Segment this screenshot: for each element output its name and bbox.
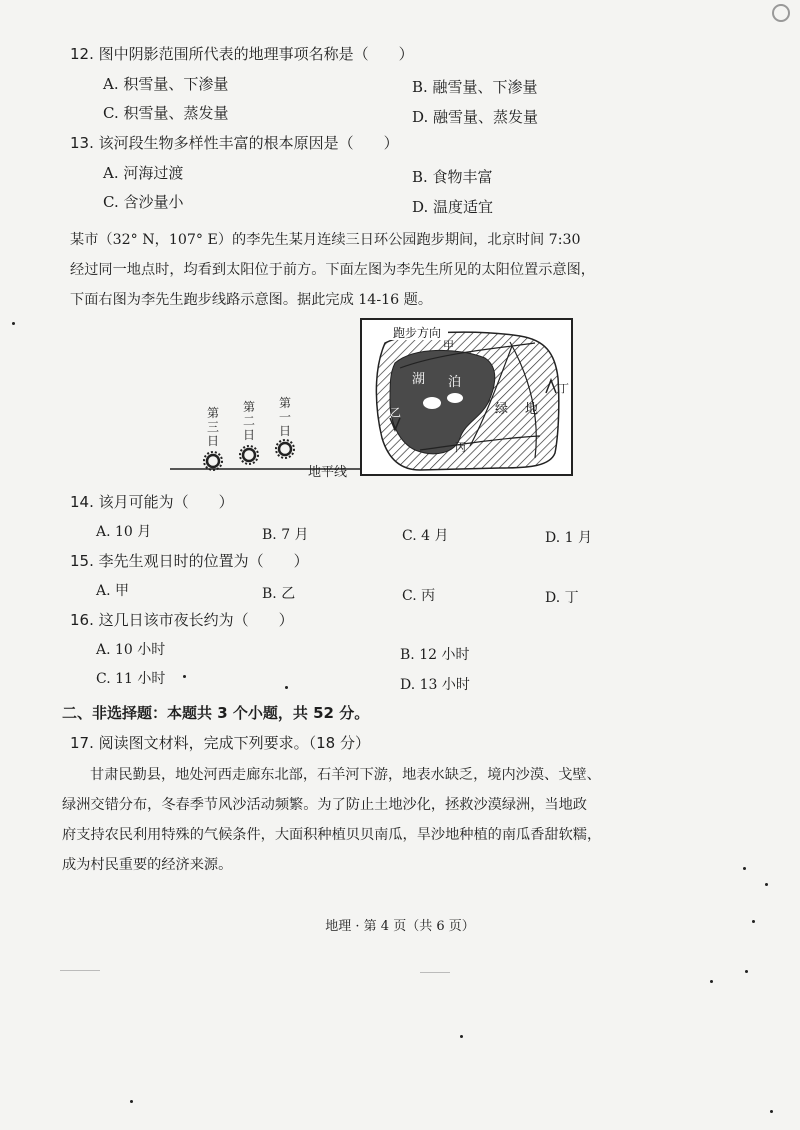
q16-option-c: C. 11 小时 bbox=[96, 671, 166, 687]
scan-speck bbox=[745, 970, 748, 973]
scan-speck bbox=[285, 686, 288, 689]
intro-line-2: 经过同一地点时，均看到太阳位于前方。下面左图为李先生所见的太阳位置示意图， bbox=[70, 262, 595, 278]
run-direction-label: 跑步方向 bbox=[393, 326, 442, 340]
svg-text:二: 二 bbox=[242, 414, 256, 428]
q13-option-a: A. 河海过渡 bbox=[103, 164, 184, 182]
lake-label-1: 湖 bbox=[412, 372, 426, 387]
intro-line-1: 某市（32° N，107° E）的李先生某月连续三日环公园跑步期间，北京时间 7:30 bbox=[70, 232, 581, 248]
q12-option-a: A. 积雪量、下渗量 bbox=[103, 75, 229, 93]
route-map-svg bbox=[360, 318, 575, 478]
q14-option-d: D. 1 月 bbox=[545, 530, 592, 546]
q14-option-b: B. 7 月 bbox=[262, 527, 309, 543]
point-ding: 丁 bbox=[558, 382, 569, 395]
sun-icon-day2 bbox=[243, 449, 255, 461]
scan-line bbox=[60, 970, 100, 971]
section-2-heading: 二、非选择题：本题共 3 个小题，共 52 分。 bbox=[62, 704, 370, 722]
day-label-2-a: 第 bbox=[242, 400, 256, 414]
sun-icon-day3 bbox=[207, 455, 219, 467]
day-label-1-a: 第 bbox=[278, 396, 292, 410]
greenland-label-2: 地 bbox=[525, 402, 539, 417]
scan-speck bbox=[770, 1110, 773, 1113]
q16-stem: 16. 这几日该市夜长约为（ ） bbox=[70, 611, 294, 629]
scan-speck bbox=[12, 322, 15, 325]
q14-option-a: A. 10 月 bbox=[96, 524, 152, 540]
q13-option-b: B. 食物丰富 bbox=[412, 168, 493, 186]
svg-text:日: 日 bbox=[242, 428, 256, 442]
q12-stem: 12. 图中阴影范围所代表的地理事项名称是（ ） bbox=[70, 45, 414, 63]
q14-stem: 14. 该月可能为（ ） bbox=[70, 493, 234, 511]
q16-option-a: A. 10 小时 bbox=[96, 642, 166, 658]
horizon-label: 地平线 bbox=[308, 465, 348, 480]
q13-option-d: D. 温度适宜 bbox=[412, 198, 494, 216]
page-footer: 地理 · 第 4 页（共 6 页） bbox=[325, 919, 475, 934]
route-map-figure bbox=[360, 318, 575, 478]
q15-option-a: A. 甲 bbox=[96, 583, 130, 599]
q16-option-b: B. 12 小时 bbox=[400, 647, 470, 663]
q17-para-line-3: 府支持农民利用特殊的气候条件，大面积种植贝贝南瓜，旱沙地种植的南瓜香甜软糯， bbox=[62, 827, 602, 843]
svg-text:日: 日 bbox=[206, 434, 220, 448]
q15-option-b: B. 乙 bbox=[262, 586, 296, 602]
svg-text:日: 日 bbox=[278, 424, 292, 438]
scan-speck bbox=[765, 883, 768, 886]
scan-speck bbox=[743, 867, 746, 870]
scan-speck bbox=[183, 675, 186, 678]
day-label-3-a: 第 bbox=[206, 406, 220, 420]
q15-option-c: C. 丙 bbox=[402, 588, 436, 604]
scan-speck bbox=[752, 920, 755, 923]
q13-option-c: C. 含沙量小 bbox=[103, 193, 184, 211]
q17-para-line-1: 甘肃民勤县，地处河西走廊东北部，石羊河下游，地表水缺乏，境内沙漠、戈壁、 bbox=[90, 767, 601, 783]
q15-stem: 15. 李先生观日时的位置为（ ） bbox=[70, 552, 309, 570]
svg-text:三: 三 bbox=[206, 420, 220, 434]
sun-icon-day1 bbox=[279, 443, 291, 455]
q17-para-line-2: 绿洲交错分布，冬春季节风沙活动频繁。为了防止土地沙化，拯救沙漠绿洲，当地政 bbox=[62, 797, 587, 813]
q12-option-c: C. 积雪量、蒸发量 bbox=[103, 104, 229, 122]
q17-para-line-4: 成为村民重要的经济来源。 bbox=[62, 857, 233, 873]
scan-speck bbox=[710, 980, 713, 983]
q14-option-c: C. 4 月 bbox=[402, 528, 449, 544]
q12-option-d: D. 融雪量、蒸发量 bbox=[412, 108, 539, 126]
q13-stem: 13. 该河段生物多样性丰富的根本原因是（ ） bbox=[70, 134, 399, 152]
lake-label-2: 泊 bbox=[448, 375, 462, 390]
scan-speck bbox=[130, 1100, 133, 1103]
greenland-label-1: 绿 bbox=[495, 402, 509, 417]
q16-option-d: D. 13 小时 bbox=[400, 677, 470, 693]
scan-line bbox=[420, 972, 450, 973]
q15-option-d: D. 丁 bbox=[545, 590, 579, 606]
point-jia: 甲 bbox=[443, 339, 454, 352]
scan-mark bbox=[772, 4, 790, 22]
intro-line-3: 下面右图为李先生跑步线路示意图。据此完成 14-16 题。 bbox=[70, 292, 433, 308]
q12-option-b: B. 融雪量、下渗量 bbox=[412, 78, 538, 96]
point-bing: 丙 bbox=[455, 441, 466, 454]
q17-stem: 17. 阅读图文材料，完成下列要求。（18 分） bbox=[70, 734, 370, 752]
point-yi: 乙 bbox=[390, 406, 401, 419]
scan-speck bbox=[460, 1035, 463, 1038]
svg-text:一: 一 bbox=[278, 410, 292, 424]
